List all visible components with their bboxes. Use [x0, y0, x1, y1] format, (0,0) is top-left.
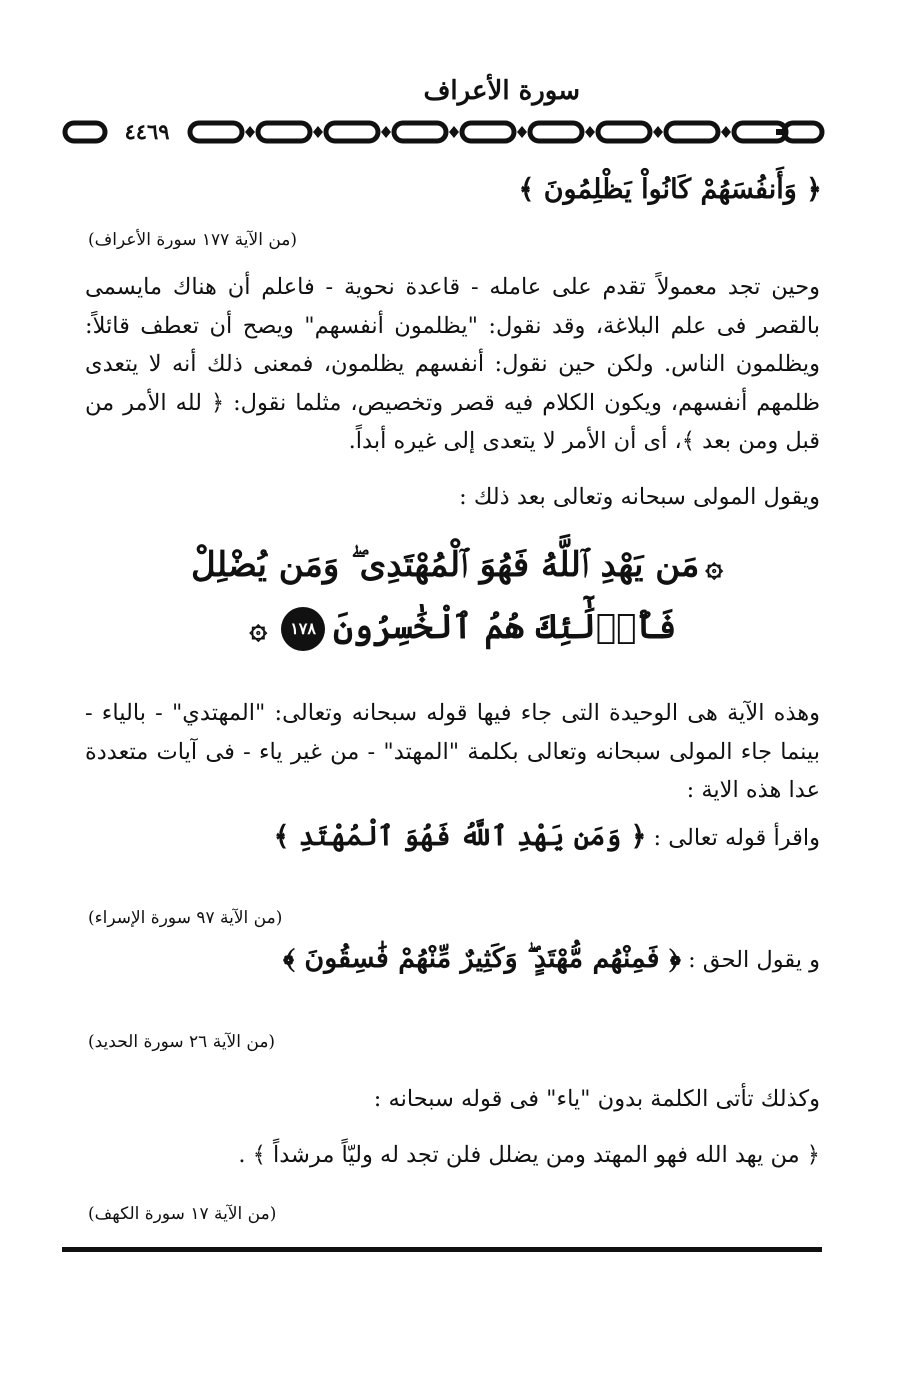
verse-end-ornament-icon: ۞ — [249, 611, 268, 646]
body-paragraph — [85, 268, 820, 461]
surah-title: سورة الأعراف — [423, 76, 580, 106]
intro-line: ويقول المولى سبحانه وتعالى بعد ذلك : — [459, 484, 820, 510]
body-paragraph-2 — [85, 694, 820, 810]
main-verse-line-2 — [150, 598, 770, 658]
verse-reference-4: (من الآية ١٧ سورة الكهف) — [88, 1204, 277, 1224]
verse-number-badge: ١٧٨ — [281, 607, 325, 651]
quote-verse-1: ﴿ وَمَن يَهْدِ ٱللَّهُ فَهُوَ ٱلْمُهْتَدِ ﴾ — [273, 821, 647, 852]
bottom-rule — [62, 1247, 822, 1252]
paragraph-text-2: وهذه الآية هى الوحيدة التى جاء فيها قوله سبحانه وتعالى: "المهتدي" - بالياء - بينما جاء المولى سبحانه وتعالى بكلمة "المهتد" - من غير ياء - فى آيات متعددة عدا هذه الاية : — [85, 700, 820, 803]
main-verse-text-1: مَن يَهْدِ ٱللَّهُ فَهُوَ ٱلْمُهْتَدِى ۖ وَمَن يُضْلِلْ — [191, 545, 700, 585]
verse-quote: ﴿ وَأَنفُسَهُمْ كَانُواْ يَظْلِمُونَ ﴾ — [518, 174, 822, 205]
paragraph-text: وحين تجد معمولاً تقدم على عامله - قاعدة نحوية - فاعلم أن هناك مايسمى بالقصر فى علم البلاغة، وقد نقول: "يظلمون أنفسهم" ويصح أن تعطف قائلاً: ويظلمون الناس. ولكن حين نقول: أنفسهم يظلمون، فمعنى ذلك أنه لا يتعدى ظلمهم أنفسهم، ويكون الكلام فيه قصر وتخصيص، مثلما نقول: ﴿ لله الأمر من قبل ومن بعد ﴾، أى أن الأمر لا يتعدى إلى غيره أبداً. — [85, 274, 820, 454]
quote-line-2 — [283, 940, 820, 979]
verse-reference-2: (من الآية ٩٧ سورة الإسراء) — [88, 908, 283, 928]
quote-lead-2: و يقول الحق : — [680, 947, 820, 973]
verse-reference-3: (من الآية ٢٦ سورة الحديد) — [88, 1032, 276, 1052]
page-number: ٤٤٦٩ — [124, 119, 170, 144]
verse-ornament-icon: ۞ — [705, 549, 723, 584]
main-verse-line-1 — [150, 536, 770, 596]
intro-line-3: وكذلك تأتى الكلمة بدون "ياء" فى قوله سبحانه : — [373, 1086, 820, 1112]
verse-reference: (من الآية ١٧٧ سورة الأعراف) — [88, 230, 298, 250]
quote-verse-2: ﴿ فَمِنْهُم مُّهْتَدٍ ۖ وَكَثِيرٌ مِّنْهُمْ فَٰسِقُونَ ﴾ — [283, 943, 681, 974]
quote-verse-3: ﴿ من يهد الله فهو المهتد ومن يضلل فلن تجد له وليّاً مرشداً ﴾ . — [238, 1142, 820, 1168]
main-verse-text-2: فَأُو۟لَٰٓئِكَ هُمُ ٱلْخَٰسِرُونَ — [333, 607, 677, 647]
quote-lead-1: واقرأ قوله تعالى : — [646, 825, 820, 851]
quote-line-1 — [274, 818, 820, 857]
